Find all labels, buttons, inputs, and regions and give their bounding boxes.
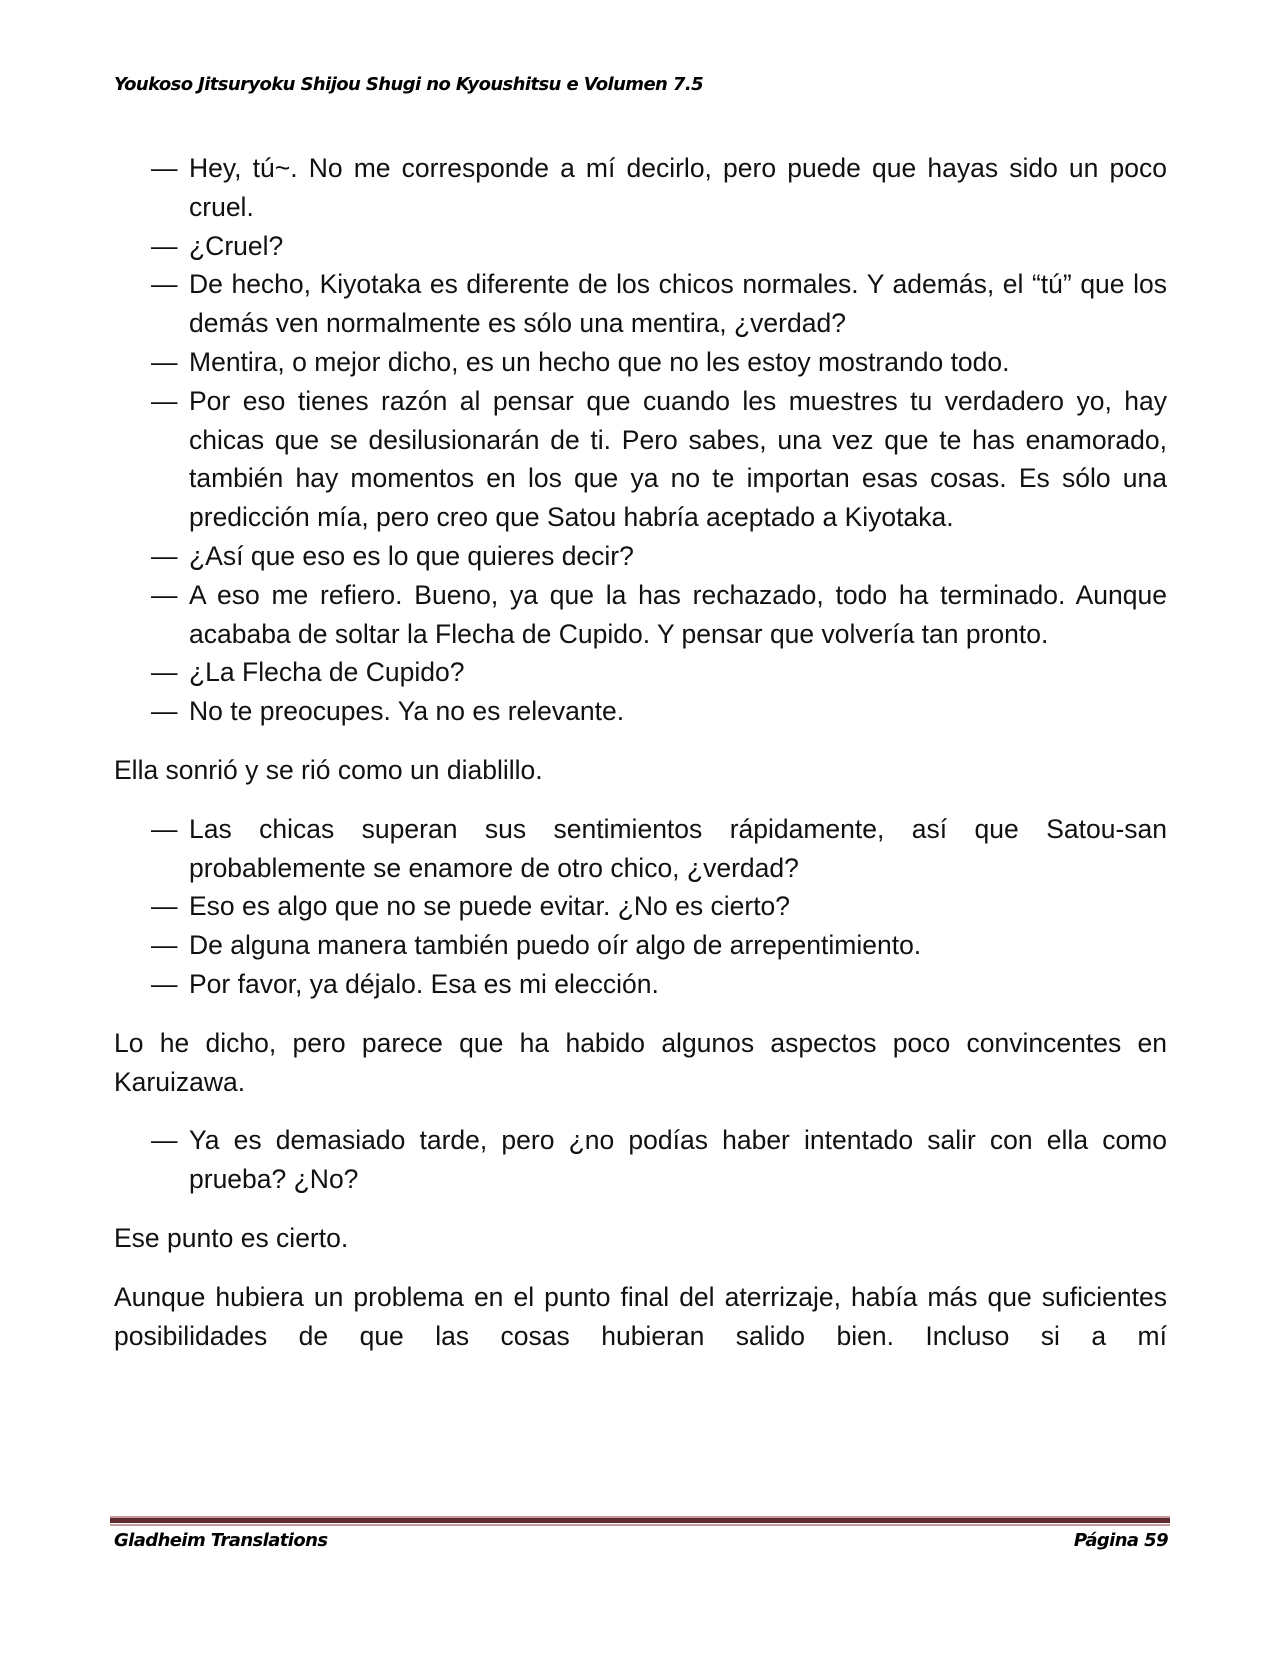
em-dash: — xyxy=(151,813,178,844)
em-dash: — xyxy=(151,579,178,610)
dialogue-text: Hey, tú~. No me corresponde a mí decirlo, pero puede que hayas sido un poco cruel. xyxy=(189,153,1167,222)
em-dash: — xyxy=(151,696,178,727)
em-dash: — xyxy=(151,269,178,300)
narration-paragraph: Ese punto es cierto. xyxy=(114,1222,349,1253)
narration-paragraph: Aunque hubiera un problema en el punto final del aterrizaje, había más que suficientes posibilidades de que las cosas hubieran salido bien. Incluso si a mí xyxy=(114,1281,1167,1351)
dialogue-list xyxy=(114,149,1167,731)
dialogue-line xyxy=(114,265,1167,343)
dialogue-text: No te preocupes. Ya no es relevante. xyxy=(189,696,625,727)
dialogue-line xyxy=(114,382,1167,537)
em-dash: — xyxy=(151,540,178,571)
dialogue-line xyxy=(114,343,1167,382)
em-dash: — xyxy=(151,891,178,922)
dialogue-text: ¿Cruel? xyxy=(189,230,284,261)
em-dash: — xyxy=(151,1125,178,1156)
dialogue-text: Ya es demasiado tarde, pero ¿no podías haber intentado salir con ella como prueba? ¿No? xyxy=(189,1125,1167,1195)
dialogue-line xyxy=(114,887,1167,926)
em-dash: — xyxy=(151,153,178,183)
dialogue-line xyxy=(114,1121,1167,1199)
dialogue-line xyxy=(114,576,1167,654)
dialogue-text: Mentira, o mejor dicho, es un hecho que no les estoy mostrando todo. xyxy=(189,346,1010,377)
dialogue-text: ¿La Flecha de Cupido? xyxy=(189,657,465,688)
dialogue-list xyxy=(114,1121,1167,1199)
dialogue-list xyxy=(114,810,1167,1004)
em-dash: — xyxy=(151,230,178,261)
page-body xyxy=(114,149,1167,1375)
em-dash: — xyxy=(151,346,178,377)
dialogue-line xyxy=(114,653,1167,692)
footer-rule xyxy=(110,1516,1170,1526)
em-dash: — xyxy=(151,385,178,416)
dialogue-line xyxy=(114,227,1167,266)
dialogue-text: Las chicas superan sus sentimientos rápidamente, así que Satou-san probablemente se enamore de otro chico, ¿verdad? xyxy=(189,813,1167,883)
dialogue-text: De hecho, Kiyotaka es diferente de los chicos normales. Y además, el “tú” que los demás ven normalmente es sólo una mentira, ¿verdad? xyxy=(189,269,1167,339)
dialogue-text: ¿Así que eso es lo que quieres decir? xyxy=(189,540,634,571)
dialogue-line xyxy=(114,965,1167,1004)
narration-paragraph: Ella sonrió y se rió como un diablillo. xyxy=(114,754,543,785)
dialogue-line xyxy=(114,810,1167,888)
footer-publisher: Gladheim Translations xyxy=(114,1530,328,1551)
dialogue-line xyxy=(114,692,1167,731)
dialogue-text: De alguna manera también puedo oír algo de arrepentimiento. xyxy=(189,930,922,961)
dialogue-text: Por favor, ya déjalo. Esa es mi elección. xyxy=(189,968,659,999)
running-header: Youkoso Jitsuryoku Shijou Shugi no Kyoushitsu e Volumen 7.5 xyxy=(114,74,704,95)
em-dash: — xyxy=(151,968,178,999)
dialogue-line xyxy=(114,149,1167,227)
dialogue-line xyxy=(114,537,1167,576)
footer-page-number: Página 59 xyxy=(1073,1530,1168,1551)
dialogue-line xyxy=(114,926,1167,965)
narration-paragraph: Lo he dicho, pero parece que ha habido algunos aspectos poco convincentes en Karuizawa. xyxy=(114,1027,1167,1097)
em-dash: — xyxy=(151,657,178,688)
dialogue-text: A eso me refiero. Bueno, ya que la has rechazado, todo ha terminado. Aunque acababa de soltar la Flecha de Cupido. Y pensar que volvería tan pronto. xyxy=(189,579,1167,649)
em-dash: — xyxy=(151,930,178,961)
dialogue-text: Por eso tienes razón al pensar que cuando les muestres tu verdadero yo, hay chicas que se desilusionarán de ti. Pero sabes, una vez que te has enamorado, también hay momentos en los que ya no te importan esas cosas. Es sólo una predicción mía, pero creo que Satou habría aceptado a Kiyotaka. xyxy=(189,385,1167,533)
dialogue-text: Eso es algo que no se puede evitar. ¿No es cierto? xyxy=(189,891,791,922)
